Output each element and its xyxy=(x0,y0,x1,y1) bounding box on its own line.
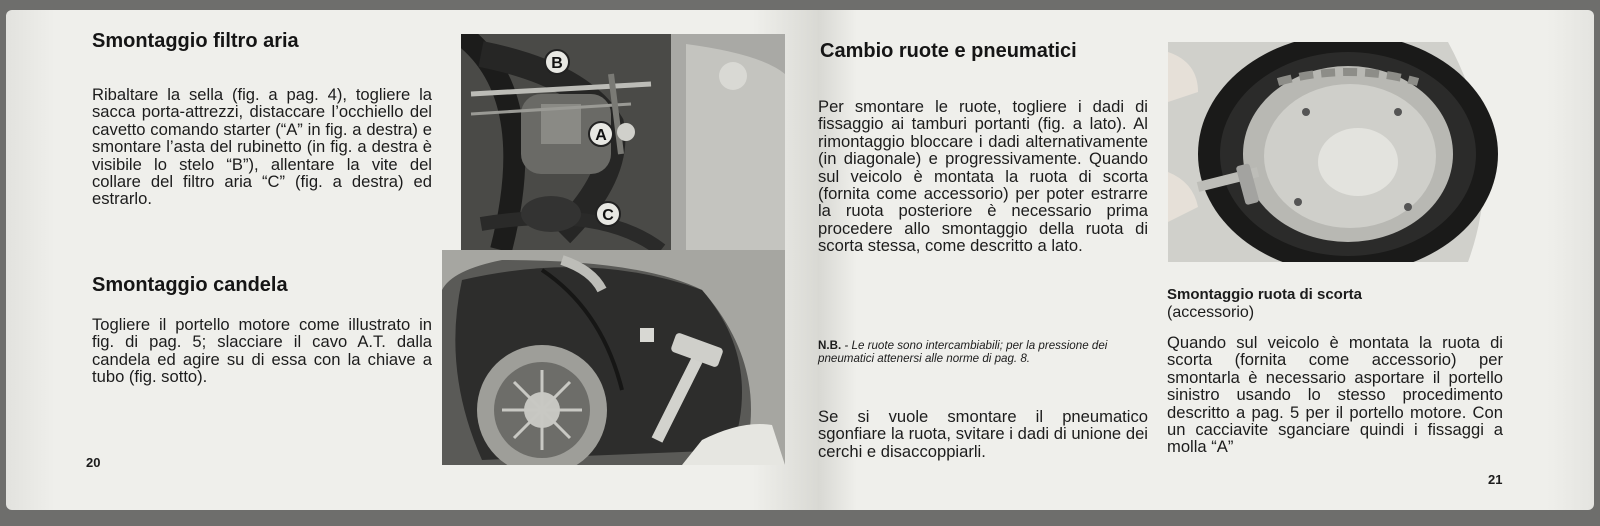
section-title-air-filter: Smontaggio filtro aria xyxy=(92,30,299,52)
section-title-wheels: Cambio ruote e pneumatici xyxy=(820,40,1077,62)
air-filter-instructions: Ribaltare la sella (fig. a pag. 4), togliere la sacca porta-attrezzi, distaccare l’occhiello del cavetto comando starter (“A” in fig. a destra) e smontare l’asta del rubinetto (in fig. a destra è visibile lo stelo “B”), allentare la vite del collare del filtro aria “C” (fig. a destra) ed estrarlo. xyxy=(92,85,432,209)
page-number-right: 21 xyxy=(1488,472,1503,487)
page-number-left: 20 xyxy=(86,455,101,470)
section-title-spare-wheel: Smontaggio ruota di scorta xyxy=(1167,286,1363,303)
right-page xyxy=(818,10,1594,510)
tyre-removal-instructions: Se si vuole smontare il pneumatico sgonfiare la ruota, svitare i dadi di unione dei cerchi e disaccoppiarli. xyxy=(818,407,1148,461)
spare-wheel-photo xyxy=(1168,42,1504,262)
note-prefix: N.B. xyxy=(818,339,842,352)
photo-label-c: C xyxy=(602,207,614,224)
tyre-note xyxy=(818,340,1148,365)
spare-wheel-subtitle: (accessorio) xyxy=(1167,304,1255,321)
spare-wheel-instructions: Quando sul veicolo è montata la ruota di scorta (fornita come accessorio) per smontarla è necessario asportare il portello sinistro usando lo stesso procedimento descritto a pag. 5 per il portello motore. Con un cacciavite sganciare quindi i fissaggi a molla “A” xyxy=(1167,333,1503,457)
note-text: - Le ruote sono intercambiabili; per la pressione dei pneumatici attenersi alle norme di pag. 8. xyxy=(818,339,1108,365)
spark-plug-instructions: Togliere il portello motore come illustrato in fig. di pag. 5; slacciare il cavo A.T. dalla candela ed agire su di essa con la chiave a tubo (fig. sotto). xyxy=(92,315,432,387)
section-title-spark-plug: Smontaggio candela xyxy=(92,274,288,296)
air-filter-photo xyxy=(461,34,785,250)
photo-label-a: A xyxy=(595,127,607,144)
wheels-instructions: Per smontare le ruote, togliere i dadi di fissaggio ai tamburi portanti (fig. a lato). Al rimontaggio bloccare i dadi alternativamente (in diagonale) e progressivamente. Quando sul veicolo è montata la ruota di scorta (fornita come accessorio) per poter estrarre la ruota posteriore è necessario prima procedere allo smontaggio della ruota di scorta stessa, come descritto a lato. xyxy=(818,97,1148,256)
left-page xyxy=(6,10,818,510)
photo-label-b: B xyxy=(551,55,563,72)
spark-plug-photo xyxy=(442,250,785,465)
